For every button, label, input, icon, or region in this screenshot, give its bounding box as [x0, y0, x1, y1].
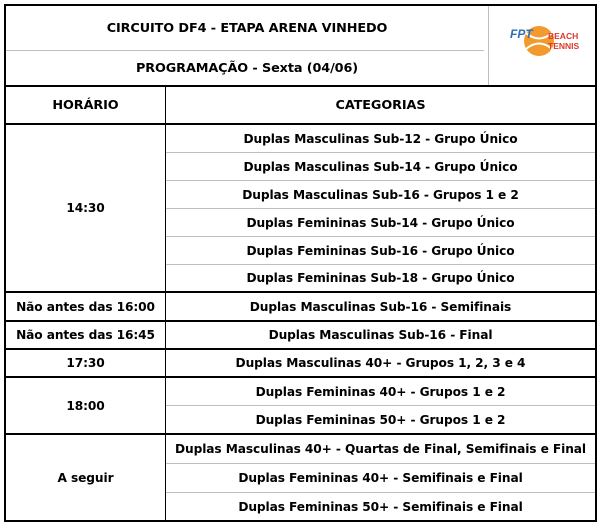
time-slot: A seguir — [57, 470, 114, 485]
category-item: Duplas Masculinas Sub-14 - Grupo Único — [243, 159, 518, 174]
category-item: Duplas Masculinas 40+ - Quartas de Final, Semifinais e Final — [175, 442, 586, 456]
category-item: Duplas Masculinas 40+ - Grupos 1, 2, 3 e 4 — [235, 356, 526, 370]
column-header-time: HORÁRIO — [52, 97, 119, 113]
category-item: Duplas Masculinas Sub-16 - Final — [268, 328, 493, 342]
category-item: Duplas Femininas 40+ - Grupos 1 e 2 — [255, 384, 506, 399]
category-item: Duplas Femininas Sub-16 - Grupo Único — [246, 243, 515, 258]
category-item: Duplas Femininas Sub-14 - Grupo Único — [246, 215, 515, 230]
category-item: Duplas Femininas 40+ - Semifinais e Final — [238, 471, 523, 485]
page-title: CIRCUITO DF4 - ETAPA ARENA VINHEDO — [106, 20, 388, 36]
category-item: Duplas Femininas Sub-18 - Grupo Único — [246, 271, 515, 285]
category-item: Duplas Masculinas Sub-12 - Grupo Único — [243, 131, 518, 146]
fpt-beach-tennis-logo — [508, 24, 582, 58]
category-item: Duplas Femininas 50+ - Grupos 1 e 2 — [255, 412, 506, 427]
svg-text:FPT: FPT — [510, 27, 533, 41]
schedule-sheet — [4, 4, 597, 522]
category-item: Duplas Masculinas Sub-16 - Semifinais — [249, 299, 512, 314]
column-header-categories: CATEGORIAS — [335, 97, 426, 113]
time-slot: Não antes das 16:45 — [16, 328, 155, 342]
page-subtitle: PROGRAMAÇÃO - Sexta (04/06) — [135, 60, 359, 76]
time-slot: 17:30 — [66, 356, 105, 370]
category-item: Duplas Femininas 50+ - Semifinais e Final — [238, 499, 523, 514]
svg-text:BEACH: BEACH — [548, 31, 579, 41]
time-slot: Não antes das 16:00 — [16, 299, 155, 314]
time-slot: 14:30 — [66, 201, 105, 215]
logo-divider — [488, 6, 489, 86]
category-item: Duplas Masculinas Sub-16 - Grupos 1 e 2 — [242, 187, 519, 202]
time-slot: 18:00 — [66, 398, 105, 413]
svg-text:TENNIS: TENNIS — [548, 41, 580, 51]
